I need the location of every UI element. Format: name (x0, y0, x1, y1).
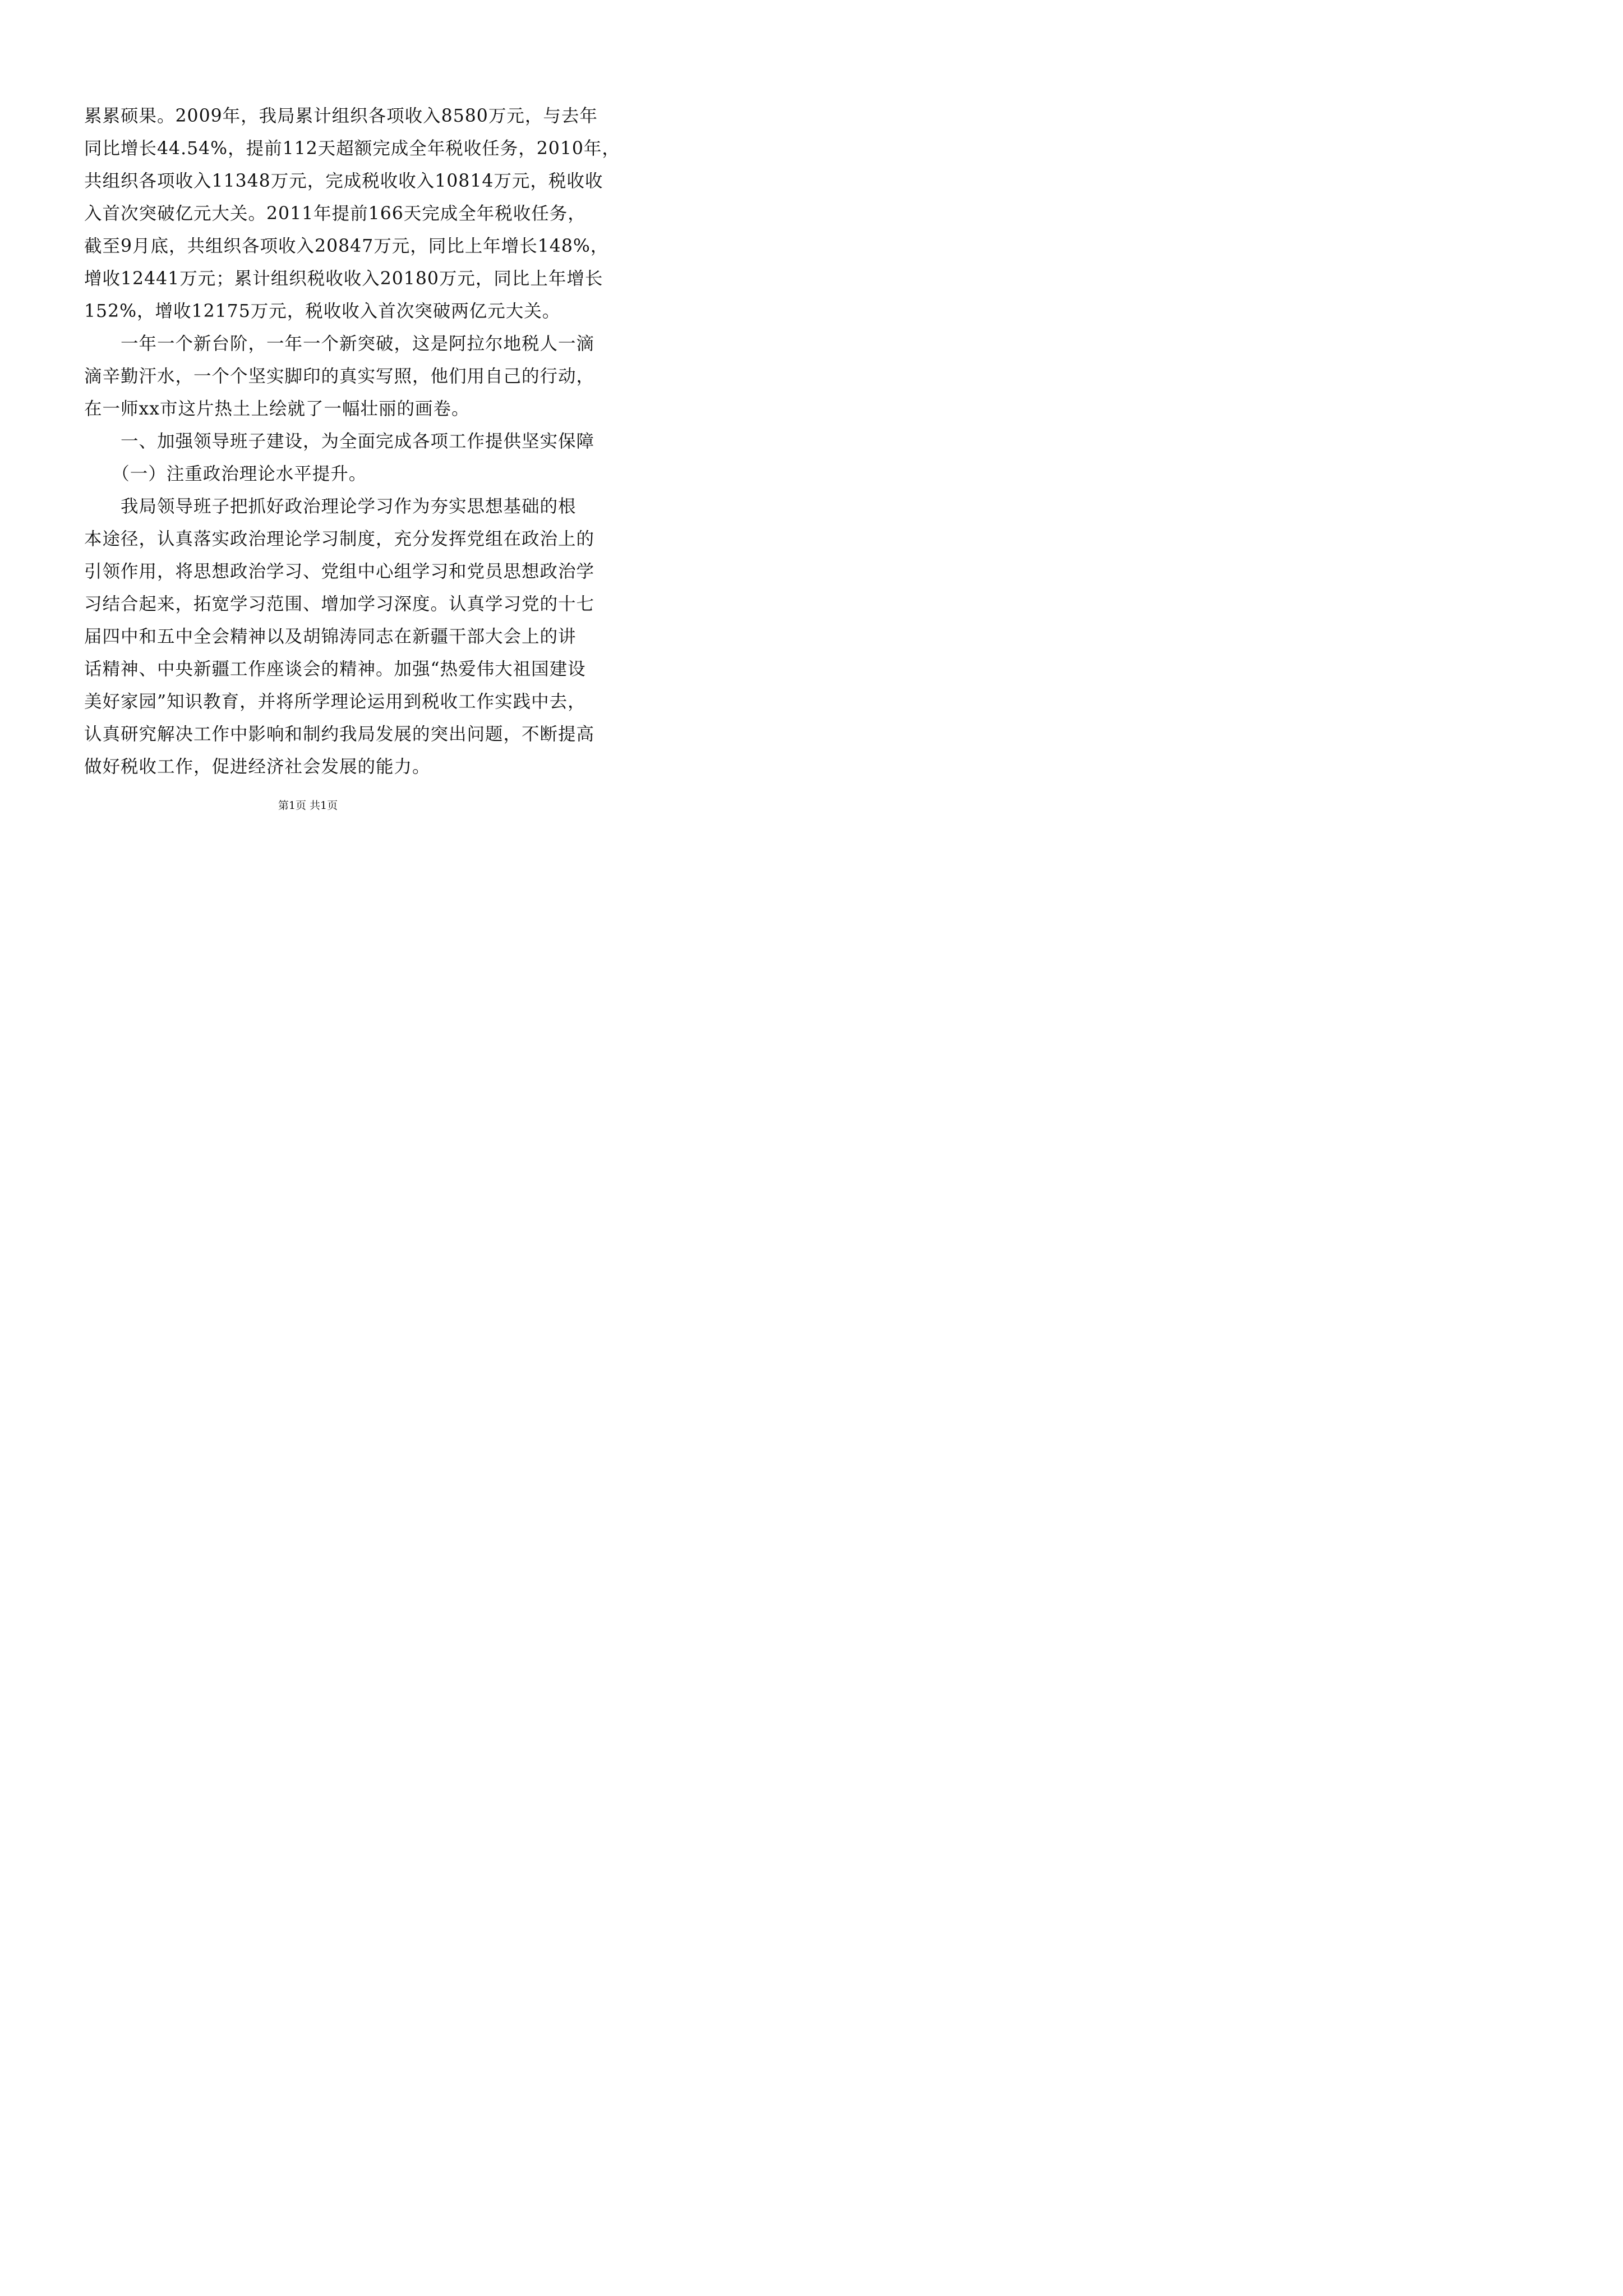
text-line: 话精神、中央新疆工作座谈会的精神。加强“热爱伟大祖国建设 (84, 659, 586, 679)
text-line: 届四中和五中全会精神以及胡锦涛同志在新疆干部大会上的讲 (84, 627, 577, 647)
text-line: 美好家园”知识教育，并将所学理论运用到税收工作实践中去， (84, 692, 586, 712)
text-line: 习结合起来，拓宽学习范围、增加学习深度。认真学习党的十七 (84, 594, 595, 614)
text-line: 入首次突破亿元大关。2011年提前166天完成全年税收任务， (84, 204, 586, 224)
text-line: 滴辛勤汗水，一个个坚实脚印的真实写照，他们用自己的行动， (84, 366, 595, 386)
page-number: 第1页 共1页 (278, 799, 338, 812)
text-line: 我局领导班子把抓好政治理论学习作为夯实思想基础的根 (84, 496, 577, 517)
text-line: 本途径，认真落实政治理论学习制度，充分发挥党组在政治上的 (84, 529, 595, 549)
text-line: 一年一个新台阶，一年一个新突破，这是阿拉尔地税人一滴 (84, 334, 595, 354)
text-line: 截至9月底，共组织各项收入20847万元，同比上年增长148%， (84, 236, 609, 256)
text-line: 认真研究解决工作中影响和制约我局发展的突出问题，不断提高 (84, 724, 595, 744)
text-line: 引领作用，将思想政治学习、党组中心组学习和党员思想政治学 (84, 562, 595, 582)
document-page (0, 0, 620, 871)
section-heading: 一、加强领导班子建设，为全面完成各项工作提供坚实保障 (84, 431, 595, 452)
document-body (84, 100, 620, 783)
text-line: 做好税收工作，促进经济社会发展的能力。 (84, 757, 431, 777)
text-line: 152%，增收12175万元，税收收入首次突破两亿元大关。 (84, 301, 561, 321)
text-line: 在一师xx市这片热土上绘就了一幅壮丽的画卷。 (84, 399, 470, 419)
page-footer (0, 797, 616, 812)
subsection-heading: （一）注重政治理论水平提升。 (84, 464, 367, 484)
text-line: 增收12441万元；累计组织税收收入20180万元，同比上年增长 (84, 269, 603, 289)
text-line: 共组织各项收入11348万元，完成税收收入10814万元，税收收 (84, 171, 603, 191)
text-line: 同比增长44.54%，提前112天超额完成全年税收任务，2010年， (84, 139, 620, 159)
text-line: 累累硕果。2009年，我局累计组织各项收入8580万元，与去年 (84, 106, 598, 126)
